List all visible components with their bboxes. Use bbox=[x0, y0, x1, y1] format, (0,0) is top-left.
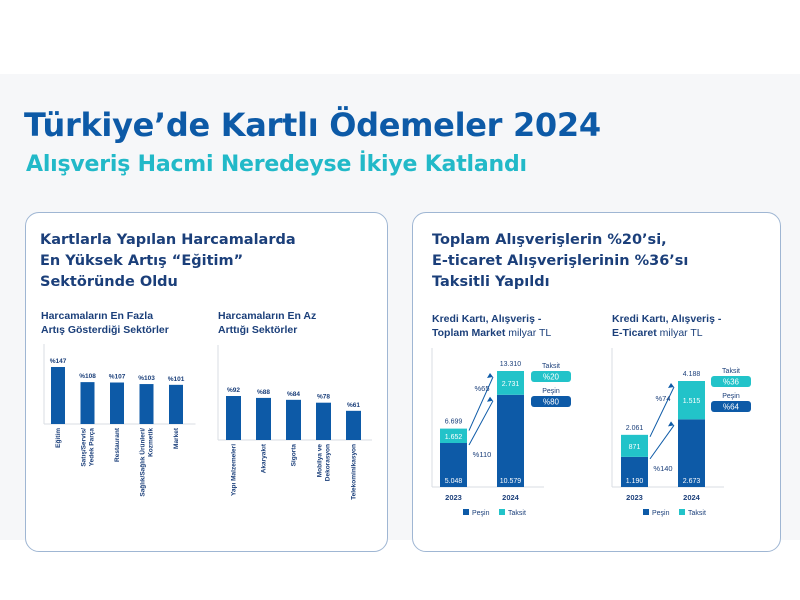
bar bbox=[256, 398, 271, 440]
chart-c-unit: milyar TL bbox=[508, 327, 552, 339]
category-label: Mobilya ve bbox=[316, 444, 324, 478]
data-label: %61 bbox=[346, 401, 361, 409]
left-panel-heading-line: Sektöründe Oldu bbox=[40, 274, 178, 290]
category-label: Telekominikasyon bbox=[350, 444, 358, 500]
right-panel-heading-line: E-ticaret Alışverişlerinin %36’sı bbox=[432, 253, 689, 269]
data-label: %88 bbox=[256, 388, 271, 396]
data-label: 871 bbox=[628, 443, 641, 451]
data-label: %84 bbox=[286, 390, 301, 398]
page-title: Türkiye’de Kartlı Ödemeler 2024 bbox=[24, 106, 601, 144]
legend-label: Peşin bbox=[472, 510, 490, 517]
data-label: %147 bbox=[49, 358, 67, 365]
growth-label: %65 bbox=[474, 384, 490, 393]
category-label: 2023 bbox=[626, 493, 643, 502]
share-value: %64 bbox=[722, 402, 740, 412]
data-label: 1.515 bbox=[682, 398, 701, 406]
category-label: Kozmetik bbox=[147, 428, 155, 457]
data-label: 2.731 bbox=[501, 380, 520, 388]
category-label: Sağlık/Sağlık Ürünleri/ bbox=[139, 428, 147, 497]
bar-pesin bbox=[497, 395, 524, 487]
bar bbox=[51, 367, 65, 424]
total-label: 13.310 bbox=[499, 361, 522, 368]
category-label: Akaryakıt bbox=[260, 444, 268, 474]
legend-label: Peşin bbox=[652, 510, 670, 517]
share-value: %80 bbox=[542, 397, 560, 407]
bar bbox=[169, 385, 183, 424]
bar bbox=[316, 403, 331, 440]
legend-label: Taksit bbox=[508, 510, 526, 517]
right-panel-heading-line: Taksitli Yapıldı bbox=[432, 274, 550, 290]
bar bbox=[81, 382, 95, 424]
bar bbox=[226, 396, 241, 440]
chart-d-unit: milyar TL bbox=[659, 327, 703, 339]
data-label: %108 bbox=[79, 373, 96, 381]
chart-d-heading-line: E-Ticaret bbox=[612, 327, 657, 339]
legend-swatch-taksit bbox=[499, 509, 505, 515]
chart-a-heading-line: Artış Gösterdiği Sektörler bbox=[41, 324, 169, 336]
left-panel-heading-line: En Yüksek Artış “Eğitim” bbox=[40, 253, 244, 269]
right-panel-heading-line: Toplam Alışverişlerin %20’si, bbox=[432, 232, 667, 248]
page-subtitle: Alışveriş Hacmi Neredeyse İkiye Katlandı bbox=[26, 152, 527, 177]
growth-label: %110 bbox=[472, 450, 492, 460]
bar bbox=[286, 400, 301, 440]
bar bbox=[110, 383, 124, 424]
legend-swatch-taksit bbox=[679, 509, 685, 515]
data-label: 2.673 bbox=[682, 478, 701, 485]
category-label: Restaurant bbox=[114, 428, 121, 462]
category-label: Satış/Servis/ bbox=[80, 428, 88, 467]
chart-c-heading-line: Kredi Kartı, Alışveriş - bbox=[432, 313, 542, 325]
growth-label: %140 bbox=[653, 463, 673, 473]
chart-a-heading-line: Harcamaların En Fazla bbox=[41, 310, 154, 322]
chart-b-heading-line: Arttığı Sektörler bbox=[218, 324, 298, 336]
category-label: 2024 bbox=[502, 493, 519, 502]
share-label: Taksit bbox=[542, 363, 560, 370]
bar bbox=[140, 384, 154, 424]
category-label: Market bbox=[173, 428, 180, 449]
category-label: 2024 bbox=[683, 493, 700, 502]
total-label: 2.061 bbox=[625, 424, 644, 432]
data-label: 5.048 bbox=[444, 478, 463, 485]
bar bbox=[346, 411, 361, 440]
chart-c-heading-line: Toplam Market bbox=[432, 327, 506, 339]
growth-label: %74 bbox=[655, 394, 671, 403]
share-value: %20 bbox=[542, 372, 560, 382]
data-label: 1.190 bbox=[625, 478, 644, 485]
share-value: %36 bbox=[722, 377, 740, 387]
arrow-head bbox=[668, 383, 674, 388]
chart-b-heading-line: Harcamaların En Az bbox=[218, 310, 317, 322]
category-label: Dekorasyon bbox=[324, 444, 332, 482]
legend-swatch-pesin bbox=[463, 509, 469, 515]
arrow-head bbox=[668, 421, 674, 426]
total-label: 4.188 bbox=[682, 371, 701, 378]
legend-swatch-pesin bbox=[643, 509, 649, 515]
chart-d-heading-line: Kredi Kartı, Alışveriş - bbox=[612, 313, 722, 325]
data-label: 1.652 bbox=[444, 433, 463, 441]
bar-pesin bbox=[678, 419, 705, 487]
total-label: 6.699 bbox=[444, 418, 463, 426]
data-label: %103 bbox=[138, 375, 155, 383]
left-panel-heading-line: Kartlarla Yapılan Harcamalarda bbox=[40, 232, 296, 248]
share-label: Peşin bbox=[542, 388, 560, 395]
data-label: %101 bbox=[167, 375, 185, 383]
share-label: Taksit bbox=[722, 368, 740, 375]
category-label: Yapı Malzemeleri bbox=[230, 444, 238, 497]
data-label: %107 bbox=[108, 373, 126, 381]
data-label: 10.579 bbox=[499, 478, 522, 485]
category-label: Yedek Parça bbox=[88, 428, 96, 467]
arrow-head bbox=[487, 397, 493, 402]
category-label: 2023 bbox=[445, 493, 462, 502]
category-label: Sigorta bbox=[290, 444, 298, 467]
share-label: Peşin bbox=[722, 393, 740, 400]
data-label: %92 bbox=[226, 387, 241, 394]
arrow-head bbox=[487, 373, 493, 378]
category-label: Eğitim bbox=[55, 428, 62, 448]
data-label: %78 bbox=[316, 393, 331, 401]
legend-label: Taksit bbox=[688, 510, 706, 517]
